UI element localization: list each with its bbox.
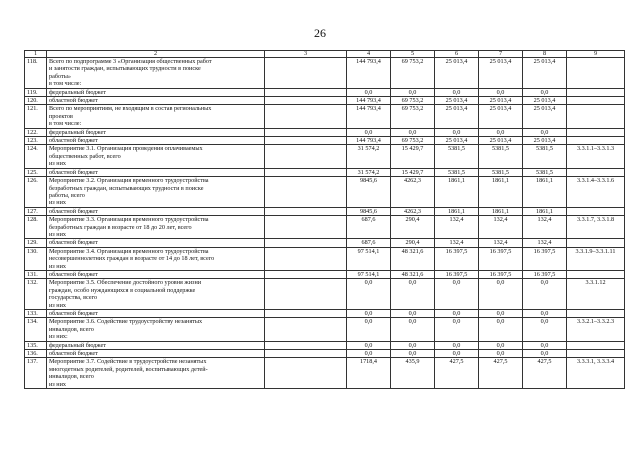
table-row: [25, 279, 625, 310]
value-cell-c8: 1861,1: [523, 177, 567, 208]
column-header-5: 5: [391, 51, 435, 58]
value-cell-c7: 25 013,4: [479, 58, 523, 89]
value-cell-c3: [265, 310, 347, 318]
value-cell-c7: 132,4: [479, 216, 523, 239]
table-row: [25, 97, 625, 105]
value-cell-c5: 0,0: [391, 318, 435, 341]
value-cell-c7: 1861,1: [479, 177, 523, 208]
value-cell-c3: [265, 177, 347, 208]
value-cell-c6: 25 013,4: [435, 97, 479, 105]
row-number: 128.: [25, 216, 47, 239]
row-number: 123.: [25, 137, 47, 145]
row-description: [47, 145, 265, 168]
row-number: 121.: [25, 105, 47, 128]
value-cell-c4: 31 574,2: [347, 145, 391, 168]
value-cell-c6: 1861,1: [435, 207, 479, 215]
column-header-2: 2: [47, 51, 265, 58]
value-cell-c7: 0,0: [479, 350, 523, 358]
value-cell-c5: 0,0: [391, 310, 435, 318]
value-cell-c6: 25 013,4: [435, 105, 479, 128]
description-line: областной бюджет: [49, 239, 98, 247]
row-description: [47, 350, 265, 358]
row-description: [47, 247, 265, 270]
value-cell-c5: 15 429,7: [391, 145, 435, 168]
row-number: 119.: [25, 88, 47, 96]
page-number: 26: [314, 26, 326, 40]
value-cell-c8: 5381,5: [523, 145, 567, 168]
description-line: из них: [49, 301, 67, 309]
description-line: проектов: [49, 112, 73, 120]
value-cell-c3: [265, 207, 347, 215]
table-row: [25, 128, 625, 136]
row-number: 130.: [25, 247, 47, 270]
column-header-6: 6: [435, 51, 479, 58]
value-cell-c8: 16 397,5: [523, 270, 567, 278]
table-row: [25, 318, 625, 341]
row-number: 118.: [25, 58, 47, 89]
value-cell-c8: 25 013,4: [523, 105, 567, 128]
description-line: Мероприятие 3.5. Обеспечение достойного уровня жизни: [49, 279, 202, 287]
value-cell-c6: 0,0: [435, 88, 479, 96]
value-cell-c7: 16 397,5: [479, 270, 523, 278]
value-cell-c4: 144 793,4: [347, 137, 391, 145]
row-number: 124.: [25, 145, 47, 168]
value-cell-c3: [265, 128, 347, 136]
value-cell-c8: 0,0: [523, 88, 567, 96]
row-description: [47, 128, 265, 136]
row-number: 137.: [25, 358, 47, 389]
indicator-code: 3.3.1.12: [567, 279, 625, 310]
value-cell-c7: 0,0: [479, 310, 523, 318]
indicator-code: [567, 97, 625, 105]
value-cell-c6: 0,0: [435, 310, 479, 318]
description-line: из них: [49, 230, 67, 238]
row-description: [47, 270, 265, 278]
column-header-4: 4: [347, 51, 391, 58]
value-cell-c8: 25 013,4: [523, 58, 567, 89]
value-cell-c5: 69 753,2: [391, 58, 435, 89]
description-line: федеральный бюджет: [49, 341, 106, 349]
table-row: [25, 58, 625, 89]
table-row: [25, 207, 625, 215]
row-number: 133.: [25, 310, 47, 318]
value-cell-c5: 15 429,7: [391, 168, 435, 176]
value-cell-c6: 0,0: [435, 318, 479, 341]
value-cell-c3: [265, 88, 347, 96]
value-cell-c4: 31 574,2: [347, 168, 391, 176]
description-line: несовершеннолетних граждан в возрасте от 14 до 18 лет, всего: [49, 255, 215, 263]
budget-table: [24, 50, 625, 389]
value-cell-c8: 16 397,5: [523, 247, 567, 270]
value-cell-c4: 687,6: [347, 216, 391, 239]
value-cell-c5: 48 321,6: [391, 247, 435, 270]
value-cell-c3: [265, 239, 347, 247]
indicator-code: [567, 88, 625, 96]
row-number: 127.: [25, 207, 47, 215]
indicator-code: [567, 137, 625, 145]
description-line: Всего по мероприятиям, не входящим в состав региональных: [49, 105, 212, 113]
row-description: [47, 137, 265, 145]
indicator-code: 3.3.1.4–3.3.1.6: [567, 177, 625, 208]
description-line: областной бюджет: [49, 137, 98, 145]
description-line: в том числе:: [49, 120, 82, 128]
indicator-code: 3.3.1.1–3.3.1.3: [567, 145, 625, 168]
value-cell-c3: [265, 216, 347, 239]
value-cell-c8: 0,0: [523, 310, 567, 318]
description-line: областной бюджет: [49, 207, 98, 215]
row-description: [47, 207, 265, 215]
value-cell-c5: 0,0: [391, 341, 435, 349]
table-row: [25, 216, 625, 239]
description-line: областной бюджет: [49, 270, 98, 278]
row-number: 131.: [25, 270, 47, 278]
description-line: инвалидов, всего: [49, 325, 94, 333]
description-line: инвалидов, всего: [49, 373, 94, 381]
value-cell-c8: 25 013,4: [523, 137, 567, 145]
description-line: из них: [49, 199, 67, 207]
row-description: [47, 358, 265, 389]
value-cell-c7: 0,0: [479, 341, 523, 349]
value-cell-c8: 0,0: [523, 279, 567, 310]
value-cell-c7: 25 013,4: [479, 97, 523, 105]
description-line: областной бюджет: [49, 350, 98, 358]
row-number: 134.: [25, 318, 47, 341]
value-cell-c6: 5381,5: [435, 145, 479, 168]
value-cell-c6: 427,5: [435, 358, 479, 389]
table-row: [25, 310, 625, 318]
value-cell-c3: [265, 247, 347, 270]
value-cell-c8: 1861,1: [523, 207, 567, 215]
value-cell-c7: 5381,5: [479, 145, 523, 168]
indicator-code: [567, 105, 625, 128]
value-cell-c4: 0,0: [347, 341, 391, 349]
indicator-code: [567, 310, 625, 318]
value-cell-c6: 0,0: [435, 128, 479, 136]
table-row: [25, 177, 625, 208]
row-description: [47, 168, 265, 176]
value-cell-c4: 687,6: [347, 239, 391, 247]
description-line: многодетных родителей, родителей, воспитывающих детей-: [49, 365, 208, 373]
value-cell-c8: 132,4: [523, 216, 567, 239]
table-row: [25, 137, 625, 145]
value-cell-c8: 0,0: [523, 128, 567, 136]
row-description: [47, 239, 265, 247]
value-cell-c5: 0,0: [391, 279, 435, 310]
value-cell-c4: 144 793,4: [347, 105, 391, 128]
table-row: [25, 145, 625, 168]
value-cell-c8: 132,4: [523, 239, 567, 247]
row-description: [47, 216, 265, 239]
row-description: [47, 310, 265, 318]
value-cell-c6: 132,4: [435, 216, 479, 239]
value-cell-c6: 25 013,4: [435, 58, 479, 89]
value-cell-c3: [265, 137, 347, 145]
value-cell-c4: 1718,4: [347, 358, 391, 389]
row-number: 136.: [25, 350, 47, 358]
row-description: [47, 97, 265, 105]
description-line: Мероприятие 3.6. Содействие трудоустройству незанятых: [49, 318, 203, 326]
table-body: [25, 58, 625, 389]
description-line: областной бюджет: [49, 168, 98, 176]
row-description: [47, 58, 265, 89]
value-cell-c3: [265, 341, 347, 349]
value-cell-c5: 69 753,2: [391, 105, 435, 128]
column-header-9: 9: [567, 51, 625, 58]
description-line: Мероприятие 3.2. Организация временного трудоустройства: [49, 177, 209, 185]
value-cell-c5: 0,0: [391, 350, 435, 358]
description-line: общественных работ, всего: [49, 152, 121, 160]
value-cell-c7: 132,4: [479, 239, 523, 247]
value-cell-c5: 4262,3: [391, 207, 435, 215]
value-cell-c3: [265, 350, 347, 358]
value-cell-c7: 25 013,4: [479, 105, 523, 128]
value-cell-c4: 9845,6: [347, 207, 391, 215]
value-cell-c5: 0,0: [391, 88, 435, 96]
value-cell-c8: 25 013,4: [523, 97, 567, 105]
description-line: в том числе:: [49, 80, 82, 88]
value-cell-c8: 427,5: [523, 358, 567, 389]
table-row: [25, 247, 625, 270]
table-header: [25, 51, 625, 58]
value-cell-c8: 0,0: [523, 350, 567, 358]
table-row: [25, 88, 625, 96]
value-cell-c8: 0,0: [523, 341, 567, 349]
description-line: из них: [49, 160, 67, 168]
value-cell-c3: [265, 318, 347, 341]
value-cell-c4: 9845,6: [347, 177, 391, 208]
value-cell-c8: 5381,5: [523, 168, 567, 176]
row-number: 122.: [25, 128, 47, 136]
value-cell-c7: 1861,1: [479, 207, 523, 215]
indicator-code: [567, 239, 625, 247]
row-number: 135.: [25, 341, 47, 349]
value-cell-c4: 0,0: [347, 279, 391, 310]
value-cell-c3: [265, 145, 347, 168]
value-cell-c5: 290,4: [391, 216, 435, 239]
value-cell-c6: 1861,1: [435, 177, 479, 208]
description-line: Мероприятие 3.1. Организация проведения оплачиваемых: [49, 145, 203, 153]
column-header-7: 7: [479, 51, 523, 58]
value-cell-c5: 0,0: [391, 128, 435, 136]
value-cell-c7: 427,5: [479, 358, 523, 389]
value-cell-c6: 16 397,5: [435, 270, 479, 278]
value-cell-c5: 69 753,2: [391, 137, 435, 145]
value-cell-c6: 16 397,5: [435, 247, 479, 270]
row-number: 129.: [25, 239, 47, 247]
value-cell-c5: 48 321,6: [391, 270, 435, 278]
value-cell-c7: 16 397,5: [479, 247, 523, 270]
description-line: безработных граждан в возрасте от 18 до 20 лет, всего: [49, 223, 192, 231]
row-description: [47, 105, 265, 128]
value-cell-c4: 144 793,4: [347, 58, 391, 89]
value-cell-c3: [265, 105, 347, 128]
value-cell-c4: 0,0: [347, 350, 391, 358]
value-cell-c5: 69 753,2: [391, 97, 435, 105]
value-cell-c6: 132,4: [435, 239, 479, 247]
value-cell-c6: 0,0: [435, 350, 479, 358]
row-description: [47, 177, 265, 208]
description-line: безработных граждан, испытывающих трудности в поиске: [49, 184, 204, 192]
row-number: 132.: [25, 279, 47, 310]
indicator-code: [567, 341, 625, 349]
row-description: [47, 318, 265, 341]
description-line: федеральный бюджет: [49, 128, 106, 136]
indicator-code: [567, 58, 625, 89]
indicator-code: [567, 207, 625, 215]
value-cell-c5: 435,9: [391, 358, 435, 389]
value-cell-c4: 0,0: [347, 128, 391, 136]
value-cell-c4: 0,0: [347, 318, 391, 341]
column-header-1: 1: [25, 51, 47, 58]
description-line: областной бюджет: [49, 97, 98, 105]
value-cell-c4: 0,0: [347, 310, 391, 318]
value-cell-c3: [265, 270, 347, 278]
value-cell-c7: 5381,5: [479, 168, 523, 176]
value-cell-c3: [265, 58, 347, 89]
value-cell-c7: 0,0: [479, 279, 523, 310]
value-cell-c6: 0,0: [435, 341, 479, 349]
description-line: государства, всего: [49, 294, 98, 302]
description-line: из них: [49, 380, 67, 388]
row-number: 120.: [25, 97, 47, 105]
value-cell-c4: 144 793,4: [347, 97, 391, 105]
description-line: работы, всего: [49, 191, 85, 199]
value-cell-c4: 97 514,1: [347, 270, 391, 278]
table-row: [25, 350, 625, 358]
description-line: федеральный бюджет: [49, 88, 106, 96]
description-line: областной бюджет: [49, 310, 98, 317]
value-cell-c3: [265, 279, 347, 310]
value-cell-c3: [265, 358, 347, 389]
row-number: 126.: [25, 177, 47, 208]
value-cell-c5: 290,4: [391, 239, 435, 247]
description-line: Мероприятие 3.3. Организация временного трудоустройства: [49, 216, 209, 224]
value-cell-c6: 25 013,4: [435, 137, 479, 145]
value-cell-c3: [265, 97, 347, 105]
row-number: 125.: [25, 168, 47, 176]
header-row: [25, 51, 625, 58]
indicator-code: 3.3.2.1–3.3.2.3: [567, 318, 625, 341]
value-cell-c4: 97 514,1: [347, 247, 391, 270]
row-description: [47, 88, 265, 96]
description-line: из них: [49, 262, 67, 270]
description-line: Всего по подпрограмме 3 «Организация общественных работ: [49, 58, 212, 65]
value-cell-c8: 0,0: [523, 318, 567, 341]
table-row: [25, 341, 625, 349]
description-line: Мероприятие 3.7. Содействие в трудоустройстве незанятых: [49, 358, 207, 366]
table-row: [25, 270, 625, 278]
table-row: [25, 358, 625, 389]
value-cell-c6: 0,0: [435, 279, 479, 310]
value-cell-c7: 0,0: [479, 88, 523, 96]
description-line: и занятости граждан, испытывающих трудности в поиске: [49, 65, 201, 73]
row-description: [47, 279, 265, 310]
description-line: граждан, особо нуждающихся в социальной поддержке: [49, 286, 196, 294]
column-header-3: 3: [265, 51, 347, 58]
value-cell-c5: 4262,3: [391, 177, 435, 208]
indicator-code: [567, 270, 625, 278]
description-line: Мероприятие 3.4. Организация временного трудоустройства: [49, 247, 209, 255]
indicator-code: [567, 128, 625, 136]
description-line: из них:: [49, 333, 68, 341]
table-row: [25, 239, 625, 247]
row-description: [47, 341, 265, 349]
description-line: работы»: [49, 72, 71, 80]
value-cell-c3: [265, 168, 347, 176]
value-cell-c4: 0,0: [347, 88, 391, 96]
indicator-code: 3.3.3.1, 3.3.3.4: [567, 358, 625, 389]
value-cell-c6: 5381,5: [435, 168, 479, 176]
indicator-code: [567, 350, 625, 358]
indicator-code: 3.3.1.9–3.3.1.11: [567, 247, 625, 270]
column-header-8: 8: [523, 51, 567, 58]
value-cell-c7: 0,0: [479, 318, 523, 341]
table-row: [25, 105, 625, 128]
value-cell-c7: 25 013,4: [479, 137, 523, 145]
table-row: [25, 168, 625, 176]
indicator-code: [567, 168, 625, 176]
value-cell-c7: 0,0: [479, 128, 523, 136]
indicator-code: 3.3.1.7, 3.3.1.8: [567, 216, 625, 239]
